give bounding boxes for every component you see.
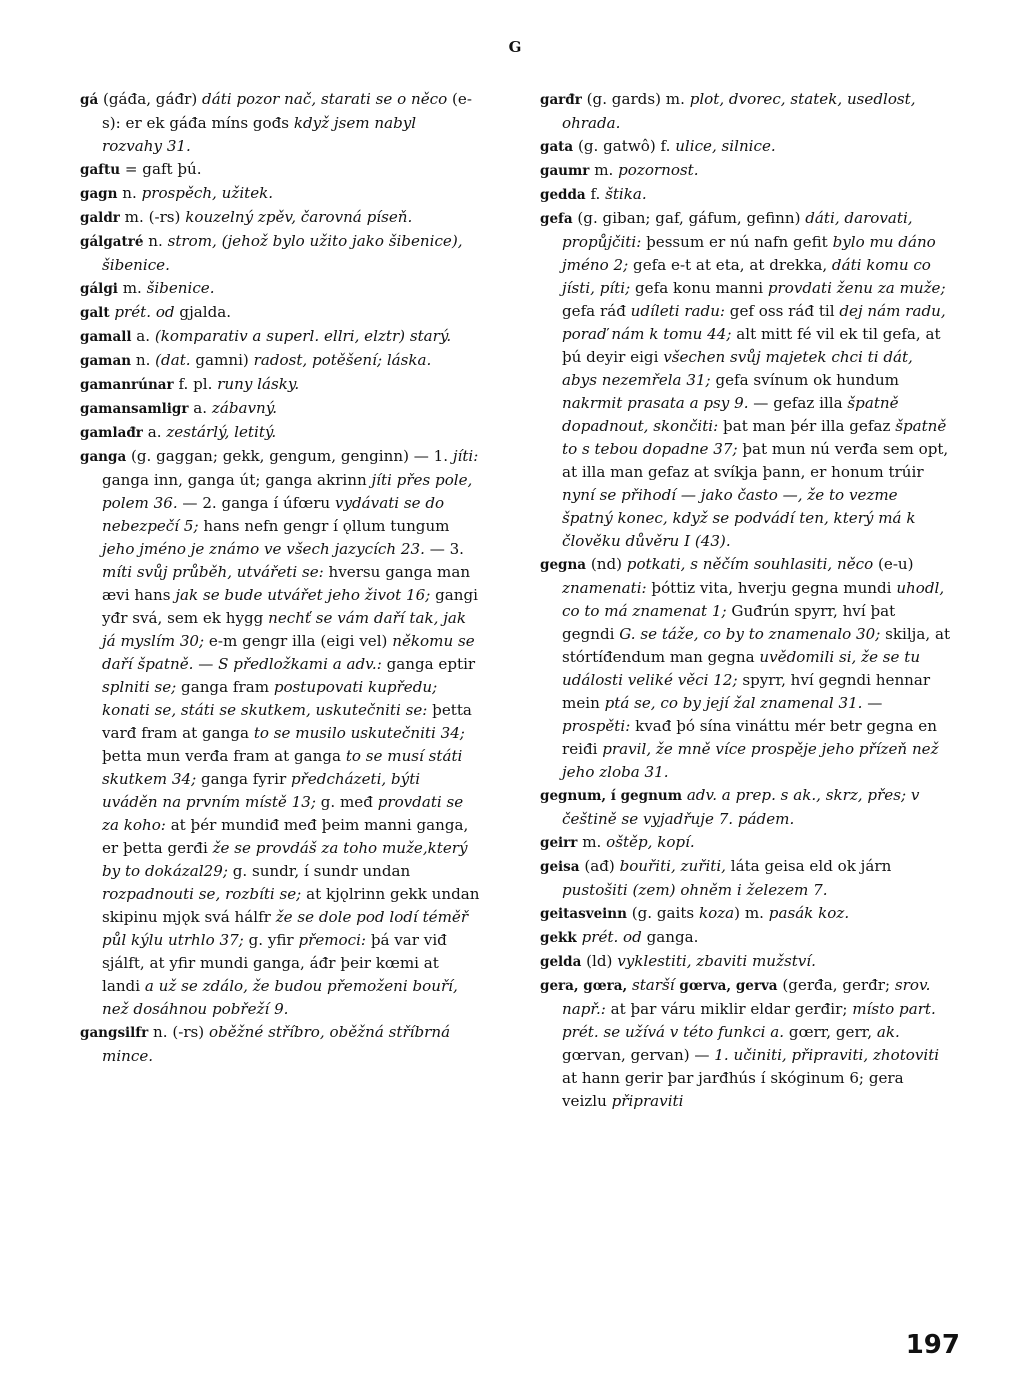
entry-translation: (dat. xyxy=(155,351,191,369)
entry-translation: jíti přes pole, polem 36. xyxy=(102,471,473,512)
entry-text: alt mitt fé vil ek til gefa, at þú deyir eigi xyxy=(562,325,941,366)
dictionary-entry xyxy=(540,974,952,1113)
entry-text: at kjǫlrinn gekk undan skipinu mjǫk svá hálfr xyxy=(102,885,480,926)
entry-text: gamni) xyxy=(190,351,254,369)
entry-text: n. xyxy=(143,232,168,250)
entry-text: at þér mundiđ međ þeim manni ganga, er þetta gerđi xyxy=(102,816,469,857)
entry-translation: bylo mu dáno jméno 2; xyxy=(562,233,936,274)
dictionary-entry xyxy=(540,902,952,926)
entry-translation: radost, potěšení; láska. xyxy=(253,351,432,369)
entry-text: = gaft þú. xyxy=(120,160,202,178)
entry-text: m. xyxy=(117,279,147,297)
entry-headword: gagn xyxy=(80,186,118,202)
dictionary-entry xyxy=(540,135,952,159)
entry-translation: starší xyxy=(631,976,675,994)
entry-headword: gegnum, í gegnum xyxy=(540,788,682,804)
entry-headword: ganga xyxy=(80,449,127,465)
entry-text: (ld) xyxy=(581,952,618,970)
entry-headword: galt xyxy=(80,305,110,321)
entry-translation: nechť se vám daří tak, jak já myslím 30; xyxy=(102,609,467,650)
entry-headword: garđr xyxy=(540,92,582,108)
entry-text: (g. gatwô) f. xyxy=(573,137,676,155)
dictionary-entry xyxy=(80,373,480,397)
entry-text: gefa konu manni xyxy=(630,279,768,297)
entry-translation: uhodl, co to má znamenat 1; xyxy=(562,579,945,620)
entry-text: m. xyxy=(589,161,619,179)
entry-text: g. yfir xyxy=(243,931,299,949)
entry-headword: gaumr xyxy=(540,163,590,179)
entry-translation: a už se zdálo, že budou přemoženi bouří, než dosáhnou pobřeží 9. xyxy=(102,977,458,1018)
entry-text: n. (-rs) xyxy=(148,1023,209,1041)
entry-text: gefa e-t at eta, at drekka, xyxy=(628,256,832,274)
entry-translation: oběžné stříbro, oběžná stříbrná mince. xyxy=(102,1023,451,1065)
entry-headword: gamansamligr xyxy=(80,401,189,417)
entry-headword: geirr xyxy=(540,835,578,851)
entry-translation: G. se táže, co by to znamenalo 30; xyxy=(619,625,881,643)
entry-translation: vyklestiti, zbaviti mužství. xyxy=(617,952,816,970)
dictionary-entry xyxy=(540,553,952,784)
entry-headword: gálgatré xyxy=(80,234,144,250)
entry-headword: gaman xyxy=(80,353,132,369)
entry-translation: místo part. prét. se užívá v této funkci a. xyxy=(562,1000,936,1041)
entry-text: f. pl. xyxy=(173,375,218,393)
entry-text: — 2. ganga í úfœru xyxy=(177,494,335,512)
entry-text: — xyxy=(862,694,883,712)
entry-text: — xyxy=(193,655,219,673)
dictionary-entry xyxy=(80,397,480,421)
dictionary-entry xyxy=(540,207,952,553)
running-header-letter: G xyxy=(508,38,522,56)
entry-text: ganga fram xyxy=(176,678,274,696)
entry-text: gef oss ráđ til xyxy=(725,302,840,320)
entry-headword: gœrva, gerva xyxy=(679,978,778,994)
entry-headword: gata xyxy=(540,139,574,155)
entry-translation: ptá se, co by její žal znamenal 31. xyxy=(604,694,863,712)
entry-translation: prét. od xyxy=(581,928,642,946)
dictionary-entry xyxy=(540,855,952,902)
entry-translation: že se dole pod lodí téměř půl kýlu utrhlo 37; xyxy=(102,908,469,949)
dictionary-entry xyxy=(80,206,480,230)
entry-text: (g. gaggan; gekk, gengum, genginn) — 1. xyxy=(126,447,453,465)
entry-text: gjalda. xyxy=(174,303,232,321)
entry-text: kvađ þó sína vináttu mér betr gegna en reiđi xyxy=(562,717,937,758)
dictionary-entry xyxy=(540,88,952,135)
entry-text: (ađ) xyxy=(579,857,620,875)
entry-text: gefa ráđ xyxy=(562,302,631,320)
entry-text: þetta mun verđa fram at ganga xyxy=(102,747,346,765)
entry-headword: gekk xyxy=(540,930,577,946)
entry-text: þat mun nú verđa sem opt, at illa man gefaz at svíkja þann, er honum trúir xyxy=(562,440,949,481)
dictionary-entry xyxy=(80,1021,480,1068)
entry-headword: galdr xyxy=(80,210,120,226)
entry-text: (g. gaits xyxy=(626,904,699,922)
entry-text: (gáđa, gáđr) xyxy=(98,90,203,108)
entry-translation: štika. xyxy=(605,185,647,203)
entry-translation: vydávati se do nebezpečí 5; xyxy=(102,494,445,535)
entry-text: þetta varđ fram at ganga xyxy=(102,701,472,742)
entry-translation: špatně to s tebou dopadne 37; xyxy=(562,417,947,458)
entry-text: (gerđa, gerđr; xyxy=(777,976,895,994)
entry-translation: ak. xyxy=(876,1023,900,1041)
entry-translation: jak se bude utvářet jeho život 16; xyxy=(175,586,431,604)
entry-translation: koza xyxy=(698,904,735,922)
entry-translation: provdati se za koho: xyxy=(102,793,464,834)
entry-text: n. xyxy=(131,351,156,369)
entry-text: ) m. xyxy=(734,904,769,922)
entry-headword: gaftu xyxy=(80,162,121,178)
entry-text: ganga fyrir xyxy=(196,770,291,788)
entry-translation: připraviti xyxy=(611,1092,684,1110)
entry-translation: potkati, s něčím souhlasiti, něco xyxy=(626,555,874,573)
entry-text: ganga eptir xyxy=(381,655,476,673)
entry-headword: geitasveinn xyxy=(540,906,627,922)
dictionary-entry xyxy=(80,349,480,373)
dictionary-entry xyxy=(540,950,952,974)
entry-text: þóttiz vita, hverju gegna mundi xyxy=(646,579,897,597)
entry-translation: dáti pozor nač, starati se o něco xyxy=(202,90,448,108)
entry-text: þá var viđ sjálft, at yfir mundi ganga, áđr þeir kœmi at landi xyxy=(102,931,447,995)
entry-text: þessum er nú nafn gefit xyxy=(641,233,833,251)
entry-translation: ellri, elztr) starý. xyxy=(323,327,452,345)
entry-headword: gamall xyxy=(80,329,132,345)
entry-text: (g. gards) m. xyxy=(581,90,690,108)
dictionary-entry xyxy=(540,926,952,950)
entry-text: Guđrún spyrr, hví þat gegndi xyxy=(562,602,896,643)
entry-translation: kouzelný zpěv, čarovná píseň. xyxy=(185,208,413,226)
entry-text: ganga. xyxy=(641,928,699,946)
entry-text: m. (-rs) xyxy=(119,208,186,226)
entry-translation: postupovati kupředu; konati se, státi se skutkem, uskutečniti se: xyxy=(102,678,438,719)
dictionary-entry xyxy=(540,784,952,831)
entry-translation: (komparativ a superl. xyxy=(154,327,320,345)
entry-translation: pravil, že mně více prospěje jeho přízeň než jeho zloba 31. xyxy=(562,740,939,781)
entry-translation: špatně dopadnout, skončiti: xyxy=(562,394,899,435)
dictionary-entry xyxy=(80,158,480,182)
entry-text: a. xyxy=(188,399,212,417)
entry-text: — 3. xyxy=(424,540,464,558)
entry-translation: pasák koz. xyxy=(768,904,850,922)
entry-text: n. xyxy=(117,184,142,202)
dictionary-entry xyxy=(80,325,480,349)
entry-text: gefa svínum ok hundum xyxy=(710,371,899,389)
dictionary-entry xyxy=(80,277,480,301)
dictionary-entry xyxy=(80,421,480,445)
entry-translation: jíti: xyxy=(452,447,479,465)
entry-translation: nyní se přihodí — jako často —, že to vezme špatný konec, když se podvádí ten, který má k člověku důvěru I (43). xyxy=(562,486,916,550)
entry-headword: gedda xyxy=(540,187,586,203)
entry-text: gœrvan, gervan) — xyxy=(562,1046,715,1064)
entry-text: (e-u) xyxy=(873,555,914,573)
entry-text: m. xyxy=(577,833,607,851)
entry-translation: uvědomili si, že se tu události veliké věci 12; xyxy=(562,648,921,689)
entry-translation: bouřiti, zuřiti, xyxy=(619,857,726,875)
dictionary-entry xyxy=(80,182,480,206)
entry-translation: provdati ženu za muže; xyxy=(767,279,946,297)
entry-translation: adv. a prep. s ak., skrz, přes; v češtině se vyjadřuje 7. pádem. xyxy=(562,786,920,828)
entry-text: a. xyxy=(131,327,155,345)
entry-headword: gá xyxy=(80,92,99,108)
entry-translation: míti svůj průběh, utvářeti se: xyxy=(102,563,324,581)
entry-translation: prét. od xyxy=(114,303,175,321)
entry-text: skilja, at stórtíđendum man gegna xyxy=(562,625,951,666)
entry-translation: to se musilo uskutečniti 34; xyxy=(253,724,465,742)
entry-headword: gangsilfr xyxy=(80,1025,149,1041)
entry-translation: všechen svůj majetek chci ti dát, abys nezemřela 31; xyxy=(562,348,913,389)
entry-translation: předcházeti, býti uváděn na prvním místě 13; xyxy=(102,770,421,811)
entry-text: (g. giban; gaf, gáfum, gefinn) xyxy=(572,209,806,227)
entry-text: at hann gerir þar jarđhús í skóginum 6; gera veizlu xyxy=(562,1069,904,1110)
entry-translation: splniti se; xyxy=(102,678,177,696)
entry-translation: někomu se daří špatně. xyxy=(102,632,475,673)
entry-headword: gelda xyxy=(540,954,582,970)
entry-text: — gefaz illa xyxy=(748,394,848,412)
entry-headword: gera, gœra, xyxy=(540,978,628,994)
entry-text: hans nefn gengr í ǫllum tungum xyxy=(198,517,450,535)
right-column xyxy=(540,88,952,1113)
entry-text: at þar váru miklir eldar gerđir; xyxy=(605,1000,853,1018)
dictionary-entry xyxy=(80,88,480,158)
entry-translation: to se musí státi skutkem 34; xyxy=(102,747,463,788)
entry-translation: když jsem nabyl rozvahy 31. xyxy=(102,114,417,155)
entry-text: g. sundr, í sundr undan xyxy=(227,862,411,880)
entry-translation: plot, dvorec, statek, usedlost, ohrada. xyxy=(562,90,916,132)
entry-translation: oštěp, kopí. xyxy=(606,833,695,851)
entry-translation: srov. např.: xyxy=(562,976,931,1018)
entry-translation: runy lásky. xyxy=(217,375,300,393)
entry-headword: gamanrúnar xyxy=(80,377,174,393)
left-column xyxy=(80,88,480,1068)
entry-translation: 1. učiniti, připraviti, zhotoviti xyxy=(714,1046,940,1064)
dictionary-entry xyxy=(80,301,480,325)
entry-translation: S předložkami a adv.: xyxy=(218,655,382,673)
entry-text: a. xyxy=(142,423,167,441)
entry-text: (e-s): er ek gáđa míns gođs xyxy=(102,90,472,132)
entry-translation: dáti, darovati, propůjčiti: xyxy=(562,209,913,251)
entry-translation: ulice, silnice. xyxy=(675,137,776,155)
dictionary-entry xyxy=(540,183,952,207)
entry-text: gangi yđr svá, sem ek hygg xyxy=(102,586,478,627)
entry-headword: geisa xyxy=(540,859,580,875)
entry-text: láta geisa eld ok járn xyxy=(725,857,892,875)
entry-text: spyrr, hví gegndi hennar mein xyxy=(562,671,931,712)
entry-translation: jeho jméno je známo ve všech jazycích 23. xyxy=(102,540,425,558)
entry-text: hversu ganga man ævi hans xyxy=(102,563,471,604)
entry-translation: dáti komu co jísti, píti; xyxy=(562,256,931,297)
entry-headword: gálgi xyxy=(80,281,118,297)
entry-translation: že se provdáš za toho muže,který by to dokázal29; xyxy=(102,839,468,880)
entry-translation: šibenice. xyxy=(146,279,215,297)
entry-translation: prospěch, užitek. xyxy=(141,184,274,202)
entry-headword: gegna xyxy=(540,557,587,573)
entry-headword: gefa xyxy=(540,211,573,227)
dictionary-entry xyxy=(80,230,480,277)
entry-translation: přemoci: xyxy=(298,931,367,949)
entry-translation: udíleti radu: xyxy=(630,302,725,320)
entry-translation: pustošiti (zem) ohněm i železem 7. xyxy=(562,881,828,899)
entry-text: e-m gengr illa (eigi vel) xyxy=(204,632,393,650)
entry-translation: pozornost. xyxy=(618,161,699,179)
entry-text: þat man þér illa gefaz xyxy=(718,417,896,435)
dictionary-entry xyxy=(80,445,480,1021)
entry-translation: rozpadnouti se, rozbíti se; xyxy=(102,885,302,903)
dictionary-entry xyxy=(540,831,952,855)
entry-translation: prospěti: xyxy=(562,717,631,735)
page-number: 197 xyxy=(905,1330,960,1360)
entry-text: g. međ xyxy=(315,793,378,811)
entry-translation: dej nám radu, poraď nám k tomu 44; xyxy=(562,302,946,343)
entry-translation: znamenati: xyxy=(562,579,647,597)
entry-text: ganga inn, ganga út; ganga akrinn xyxy=(102,471,372,489)
entry-translation: zestárlý, letitý. xyxy=(166,423,277,441)
entry-translation: nakrmit prasata a psy 9. xyxy=(562,394,749,412)
entry-text: f. xyxy=(585,185,606,203)
entry-text: (nd) xyxy=(586,555,627,573)
dictionary-entry xyxy=(540,159,952,183)
entry-text: gœrr, gerr, xyxy=(784,1023,877,1041)
entry-translation: zábavný. xyxy=(211,399,278,417)
entry-translation: strom, (jehož bylo užito jako šibenice), šibenice. xyxy=(102,232,463,274)
entry-headword: gamlađr xyxy=(80,425,143,441)
